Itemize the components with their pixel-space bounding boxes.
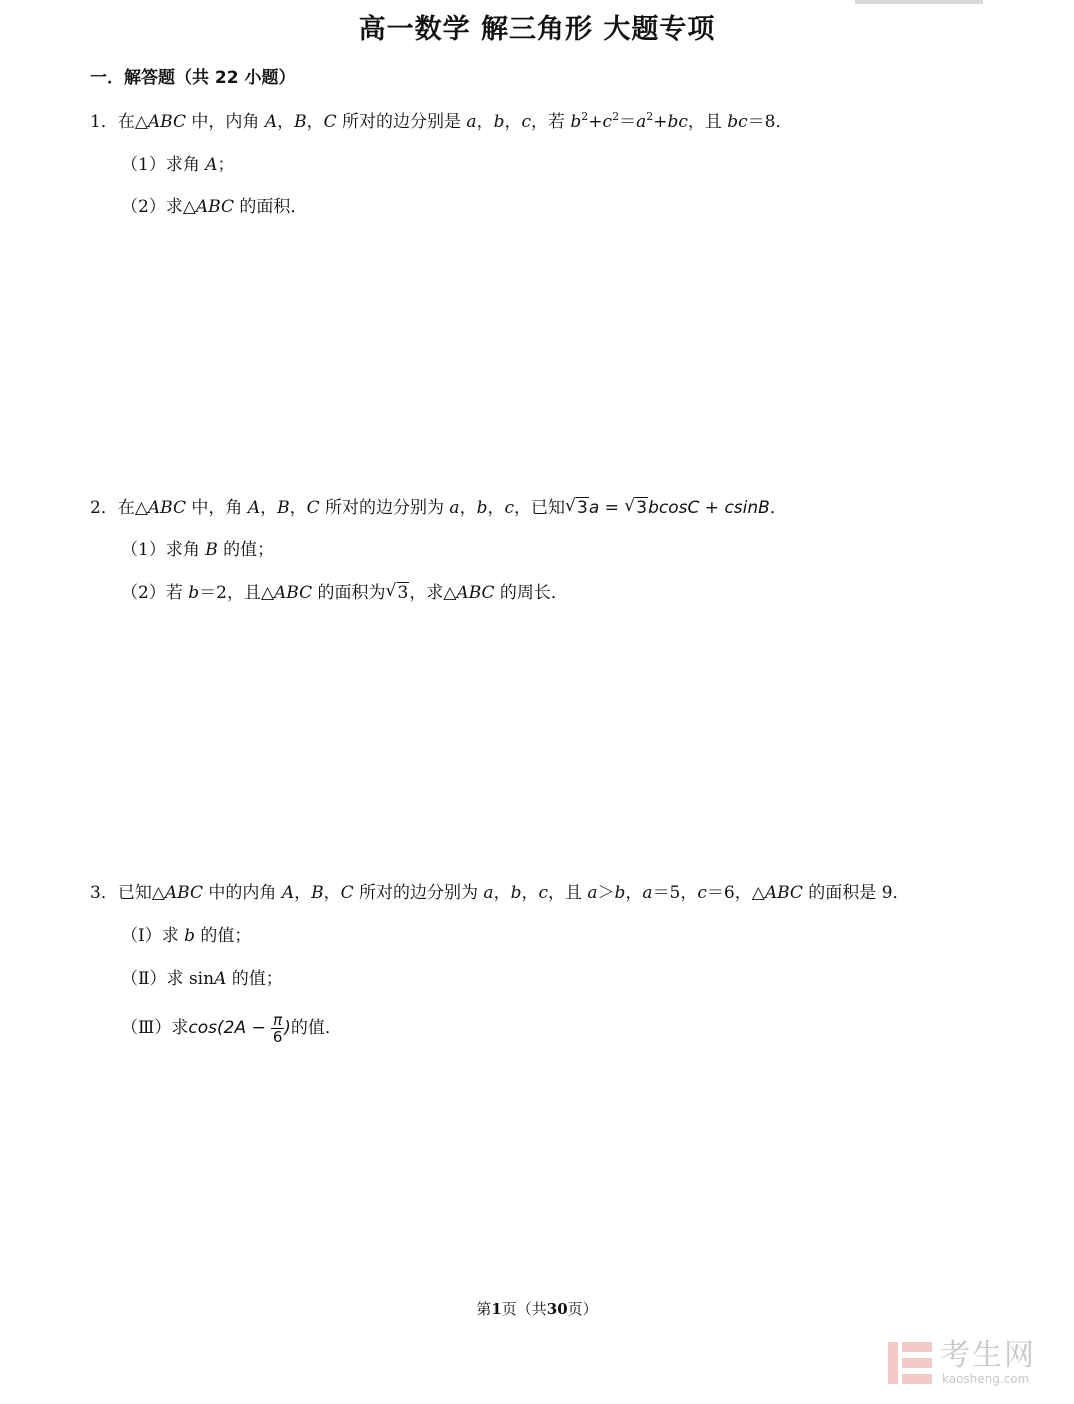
text: ， <box>487 498 505 518</box>
var-a: a <box>483 883 494 903</box>
text: ， <box>459 498 477 518</box>
sqrt-symbol <box>624 494 648 522</box>
watermark-url: kaosheng.com <box>942 1372 1030 1386</box>
text: 页（共 <box>501 1300 547 1318</box>
text: 已知△ <box>117 883 165 903</box>
text: ， <box>504 112 522 132</box>
text: （1）求角 <box>121 155 206 175</box>
var-c: c <box>521 112 531 132</box>
var-b-upper: B <box>277 498 290 518</box>
var-a: a <box>642 883 653 903</box>
question-1-stem <box>90 108 793 136</box>
text: 中，内角 <box>186 112 265 132</box>
sqrt-symbol <box>565 494 589 522</box>
var-a: a <box>587 883 598 903</box>
var-abc: ABC <box>274 583 313 603</box>
var-a-upper: A <box>205 155 218 175</box>
text: ， <box>493 883 511 903</box>
var-b-upper: B <box>294 112 307 132</box>
text: ＝ <box>619 112 637 132</box>
text: 的值； <box>195 926 252 946</box>
text: ＝5， <box>652 883 698 903</box>
var-abc: ABC <box>147 498 186 518</box>
text: ＞ <box>597 883 615 903</box>
text: + <box>588 112 603 132</box>
page-number: 1 <box>491 1300 502 1318</box>
var-b: b <box>188 583 200 603</box>
text: ，已知 <box>513 498 565 518</box>
var-a-upper: A <box>214 969 227 989</box>
text: ， <box>294 883 312 903</box>
text: 的面积． <box>233 197 308 217</box>
equation-text: (2A − <box>217 1018 272 1038</box>
exponent: 2 <box>612 110 620 123</box>
var-a: a <box>636 112 647 132</box>
text: ， <box>306 112 324 132</box>
var-a: a <box>466 112 477 132</box>
text: + <box>653 112 668 132</box>
var-b: b <box>614 883 626 903</box>
text: ，且 <box>687 112 728 132</box>
var-a: a <box>449 498 460 518</box>
fraction <box>271 1012 284 1045</box>
question-1-part-1 <box>121 151 235 179</box>
question-number: 1． <box>90 112 118 132</box>
equation-text: a = <box>588 498 625 518</box>
var-b: b <box>493 112 505 132</box>
text: 所对的边分别为 <box>353 883 484 903</box>
question-1-part-2 <box>121 193 307 221</box>
text: （Ⅰ）求 <box>121 926 185 946</box>
equation-text: bcosC + csinB <box>648 498 770 518</box>
text: 的值； <box>217 540 275 560</box>
equation-text: cos <box>188 1018 218 1038</box>
var-b: b <box>476 498 488 518</box>
radicand: 3 <box>636 498 648 518</box>
page-title: 高一数学 解三角形 大题专项 <box>358 14 716 45</box>
text: （2）求△ <box>121 197 196 217</box>
question-3-stem <box>90 879 910 907</box>
text: ＝6，△ <box>706 883 765 903</box>
text: 的面积是 9． <box>802 883 910 903</box>
text: 的值． <box>290 1018 342 1038</box>
watermark-logo-icon <box>888 1342 932 1384</box>
text: ， <box>289 498 307 518</box>
text: ； <box>217 155 235 175</box>
question-3-part-3 <box>121 1010 342 1046</box>
text: ， <box>521 883 539 903</box>
var-c: c <box>697 883 707 903</box>
var-c: c <box>602 112 613 132</box>
text: 中的内角 <box>203 883 282 903</box>
text: 在△ <box>117 498 148 518</box>
text: ， <box>277 112 295 132</box>
text: ，求△ <box>409 583 457 603</box>
question-2-part-2 <box>121 579 568 607</box>
text: ＝8． <box>747 112 793 132</box>
total-pages: 30 <box>546 1300 568 1318</box>
var-abc: ABC <box>764 883 803 903</box>
text: 页） <box>567 1300 598 1318</box>
text: 第 <box>476 1300 492 1318</box>
exponent: 2 <box>581 110 589 123</box>
question-3-part-1 <box>121 922 251 950</box>
var-bc: bc <box>727 112 748 132</box>
question-number: 2． <box>90 498 118 518</box>
fraction-numerator: π <box>273 1010 283 1029</box>
radicand: 3 <box>576 498 588 518</box>
var-c: c <box>504 498 514 518</box>
var-b-upper: B <box>311 883 324 903</box>
var-abc: ABC <box>164 883 203 903</box>
text: ， <box>476 112 494 132</box>
top-edge-mark <box>855 0 983 4</box>
var-a-upper: A <box>264 112 278 132</box>
section-header: 一．解答题（共 22 小题） <box>90 68 296 88</box>
text: 的周长． <box>494 583 568 603</box>
text: （1）求角 <box>121 540 206 560</box>
var-b-upper: B <box>205 540 218 560</box>
text: ＝2，且△ <box>199 583 275 603</box>
text: （Ⅱ）求 sin <box>121 969 215 989</box>
text: ， <box>625 883 643 903</box>
equation <box>188 1010 291 1046</box>
text: 的值； <box>226 969 283 989</box>
text: 所对的边分别为 <box>319 498 450 518</box>
var-abc: ABC <box>195 197 234 217</box>
var-b: b <box>184 926 196 946</box>
text: ， <box>323 883 341 903</box>
page-footer <box>0 1298 1074 1320</box>
var-b: b <box>510 883 522 903</box>
equation <box>565 498 770 518</box>
var-c-upper: C <box>323 112 337 132</box>
text: 所对的边分别是 <box>336 112 467 132</box>
text: 的面积为 <box>312 583 386 603</box>
var-b: b <box>570 112 582 132</box>
question-number: 3． <box>90 883 118 903</box>
var-a-upper: A <box>281 883 295 903</box>
var-abc: ABC <box>456 583 495 603</box>
equation-text: ) <box>284 1018 291 1038</box>
text: ， <box>260 498 278 518</box>
fraction-denominator: 6 <box>272 1027 283 1046</box>
text: ，且 <box>547 883 588 903</box>
var-c-upper: C <box>340 883 354 903</box>
text: 在△ <box>117 112 148 132</box>
text: ，若 <box>530 112 571 132</box>
text: （Ⅲ）求 <box>121 1018 189 1038</box>
var-bc: bc <box>667 112 688 132</box>
var-abc: ABC <box>147 112 186 132</box>
question-3-part-2 <box>121 965 283 993</box>
watermark-name: 考生网 <box>940 1338 1036 1373</box>
question-2-part-1 <box>121 536 274 564</box>
exponent: 2 <box>646 110 654 123</box>
text: ． <box>769 498 787 518</box>
watermark <box>888 1338 1058 1388</box>
radicand: 3 <box>397 583 409 603</box>
text: 中，角 <box>186 498 248 518</box>
var-c-upper: C <box>306 498 320 518</box>
question-2-stem <box>90 494 787 522</box>
var-c: c <box>538 883 548 903</box>
sqrt-symbol <box>386 579 410 607</box>
text: （2）若 <box>121 583 189 603</box>
var-a-upper: A <box>247 498 261 518</box>
